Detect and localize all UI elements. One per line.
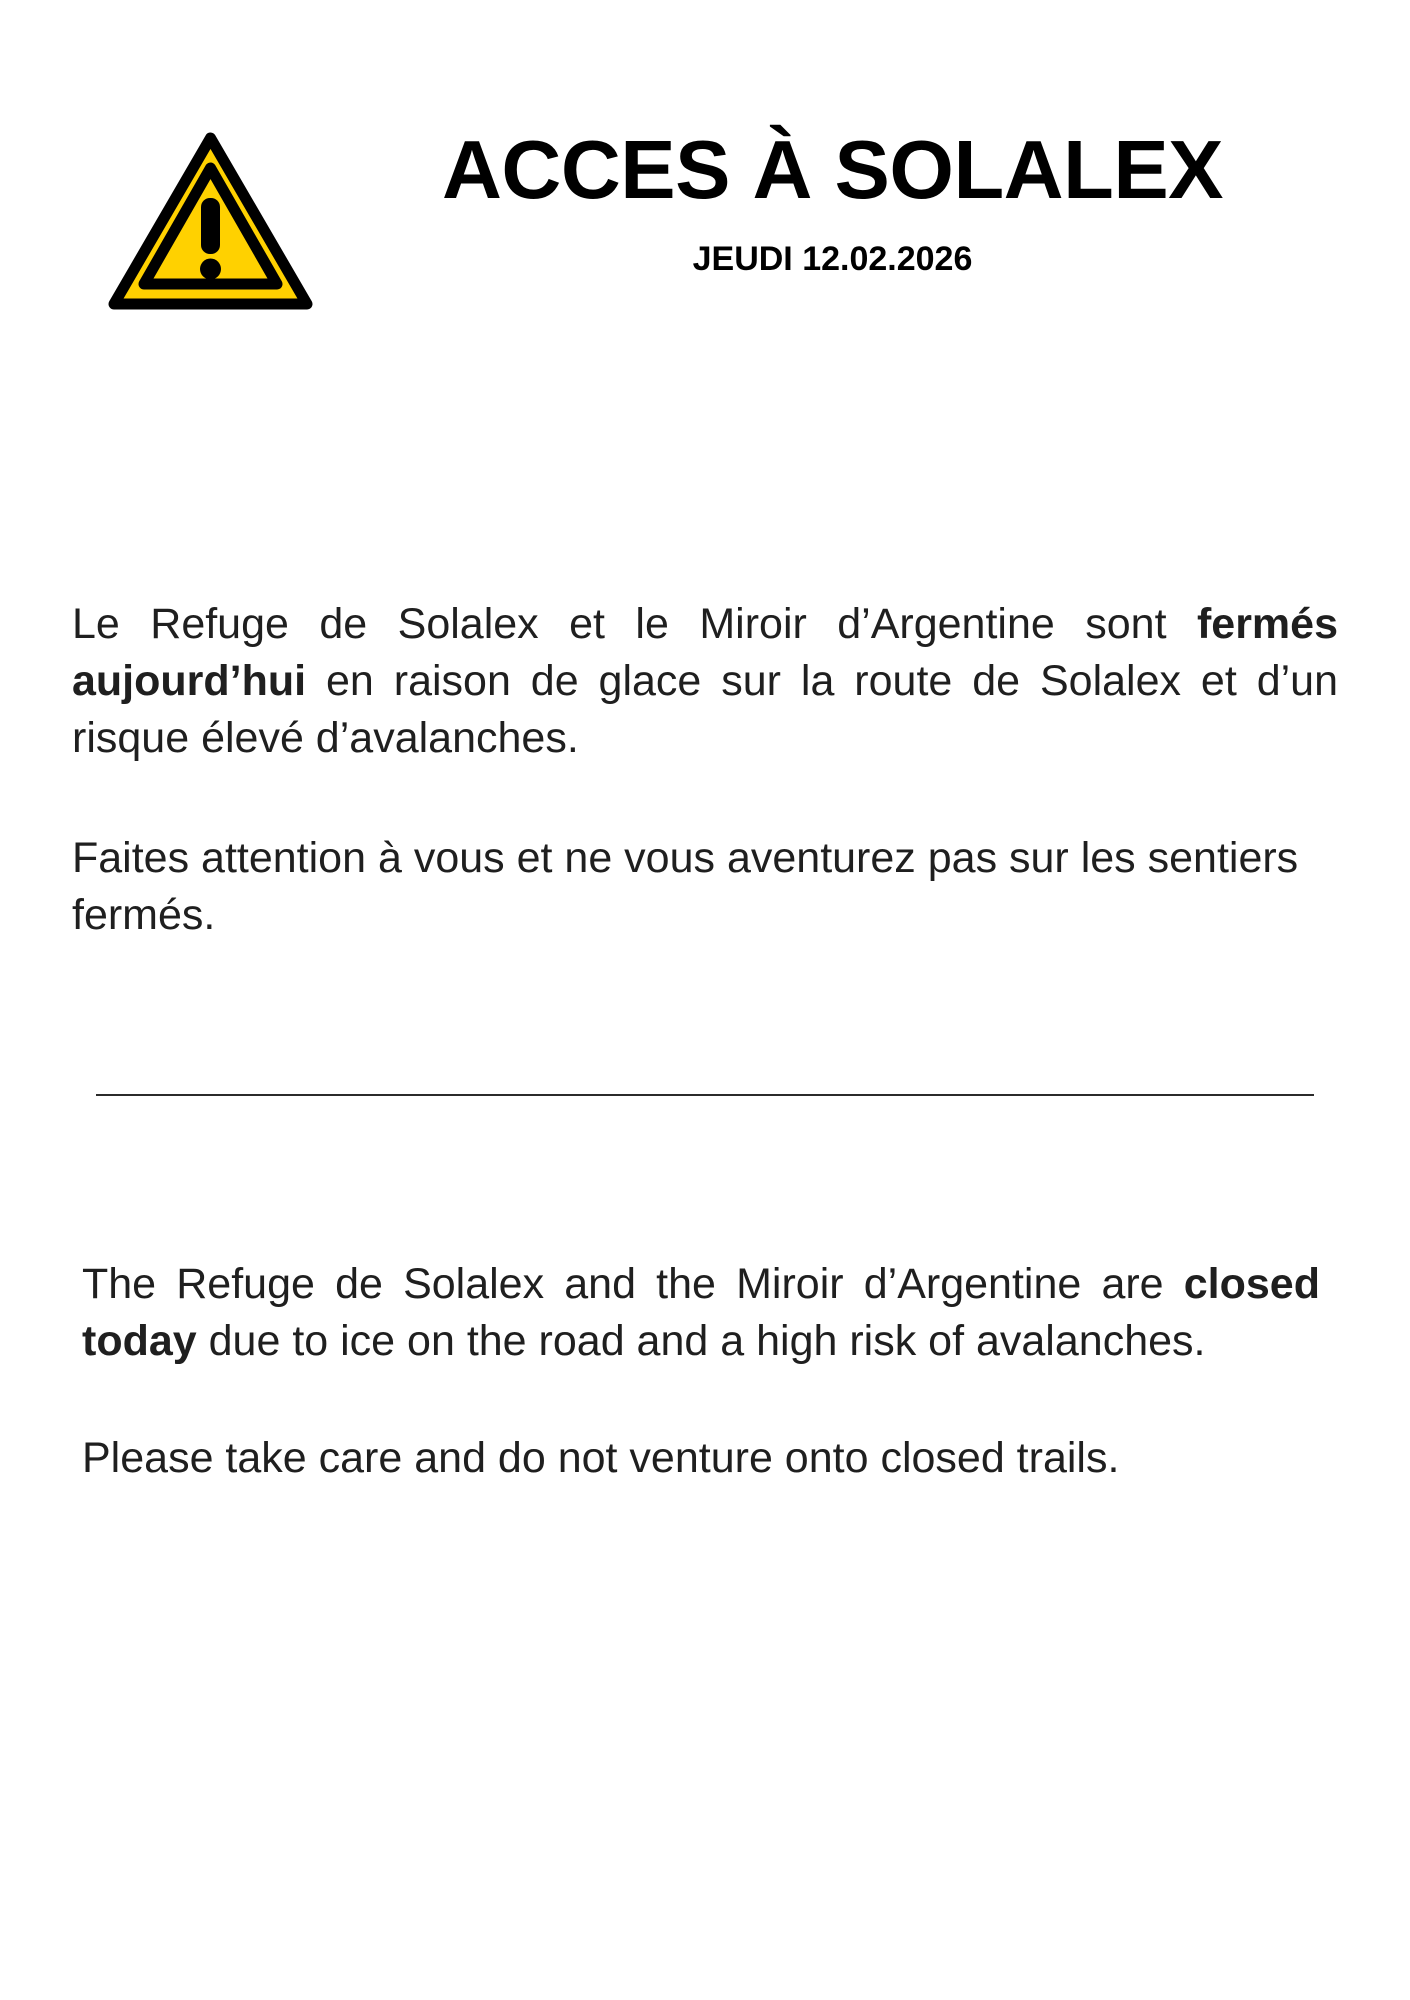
english-p1-text-start: The Refuge de Solalex and the Miroir d’Argentine are: [82, 1259, 1184, 1308]
french-p1-text-start: Le Refuge de Solalex et le Miroir d’Argentine sont: [72, 600, 1197, 648]
warning-triangle-icon: [108, 132, 313, 314]
english-paragraph-1: [82, 1256, 1320, 1370]
notice-date: JEUDI 12.02.2026: [692, 239, 973, 278]
french-paragraph-1: [72, 596, 1338, 768]
french-paragraph-2: Faites attention à vous et ne vous aventurez pas sur les sentiers fermés.: [72, 833, 1299, 939]
english-section: [82, 1256, 1320, 1488]
french-p1-emphasis: fermés aujourd’hui: [72, 600, 1338, 706]
english-p1-emphasis: closed today: [82, 1259, 1320, 1366]
page-title: ACCES À SOLALEX: [441, 123, 1224, 216]
french-section: [72, 596, 1338, 944]
notice-header: [108, 0, 1410, 314]
english-paragraph-2: Please take care and do not venture onto closed trails.: [82, 1434, 1120, 1483]
header-text-group: [365, 123, 1410, 279]
english-p1-text-end: due to ice on the road and a high risk of avalanches.: [196, 1317, 1206, 1366]
french-p1-text-end: en raison de glace sur la route de Solalex et d’un risque élevé d’avalanches.: [72, 657, 1338, 763]
section-divider: [96, 1094, 1314, 1096]
